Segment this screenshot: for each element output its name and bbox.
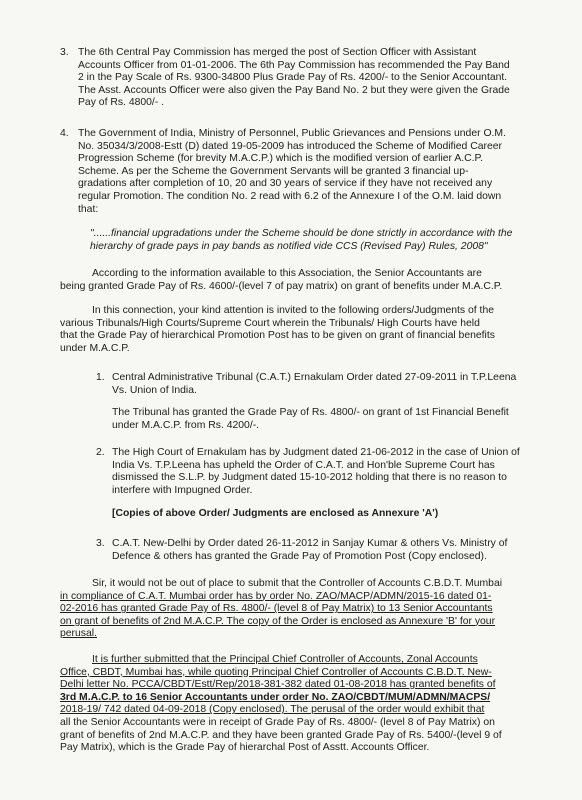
item-line: interfere with Impugned Order. <box>112 484 253 496</box>
para-3-line: The Asst. Accounts Officer were also given the Pay Band No. 2 but they were given the Grade <box>78 84 510 96</box>
further-line: 3rd M.A.C.P. to 16 Senior Accountants under order No. ZAO/CBDT/MUM/ADMN/MACPS/ <box>60 691 491 703</box>
item-2 <box>112 447 550 521</box>
further-line: grant of benefits of 2nd M.A.C.P. and they have been granted Grade Pay of Rs. 5400/-(level 9 of <box>60 729 502 741</box>
further-line: Office, CBDT, Mumbai has, while quoting Principal Chief Controller of Accounts C.B.D.T. New- <box>60 666 492 678</box>
connection-line: In this connection, your kind attention is invited to the following orders/Judgments of the <box>92 305 495 316</box>
item-line: The Tribunal has granted the Grade Pay of Rs. 4800/- on grant of 1st Financial Benefit <box>112 407 509 419</box>
quote-line: "......financial upgradations under the Scheme should be done strictly in accordance with the <box>90 228 513 239</box>
according-line: According to the information available to this Association, the Senior Accountants are <box>92 268 482 279</box>
quoted-condition <box>90 228 542 253</box>
para-3-line: Pay of Rs. 4800/- . <box>78 97 165 109</box>
para-4-line: The Government of India, Ministry of Personnel, Public Grievances and Pensions under O.M. <box>78 128 506 139</box>
sir-line: 02-2016 has granted Grade Pay of Rs. 4800/- (level 8 of Pay Matrix) to 13 Senior Accountants <box>60 603 493 615</box>
para-3-line: Accounts Officer from 01-01-2006. The 6th Pay Commission has recommended the Pay Band <box>78 59 510 71</box>
para-4-line: Progression Scheme (for brevity M.A.C.P.) which is the modified version of earlier A.C.P. <box>78 153 484 165</box>
para-4-line: gradations after completion of 10, 20 and 30 years of service if they have not received any <box>78 178 493 190</box>
item-line: C.A.T. New-Delhi by Order dated 26-11-2012 in Sanjay Kumar & others Vs. Ministry of <box>112 538 508 549</box>
further-line: Delhi letter No. PCCA/CBDT/Estt/Rep/2018-381-382 dated 01-08-2018 has granted benefits of <box>60 679 496 691</box>
further-line: Pay Matrix), which is the Grade Pay of hierarchal Post of Asstt. Accounts Officer. <box>60 742 430 754</box>
para-3 <box>78 47 552 110</box>
further-line: It is further submitted that the Principal Chief Controller of Accounts, Zonal Accounts <box>92 654 478 665</box>
item-line: The High Court of Ernakulam has by Judgment dated 21-06-2012 in the case of Union of <box>112 447 520 458</box>
item-3 <box>112 538 550 563</box>
according-paragraph <box>60 268 552 293</box>
item-1-number: 1. <box>96 372 105 383</box>
item-3-number: 3. <box>96 538 105 549</box>
item-line: Defence & others has granted the Grade Pay of Promotion Post (Copy enclosed). <box>112 550 487 562</box>
sir-line: Sir, it would not be out of place to submit that the Controller of Accounts C.B.D.T. Mumbai <box>92 578 503 589</box>
sir-line: in compliance of C.A.T. Mumbai order has by order No. ZAO/MACP/ADMN/2015-16 dated 01- <box>60 590 492 602</box>
item-2-number: 2. <box>96 447 105 458</box>
according-line: being granted Grade Pay of Rs. 4600/-(level 7 of pay matrix) on grant of benefits under M.A.C.P. <box>60 280 503 292</box>
para-3-number: 3. <box>60 47 69 58</box>
annexure-a-note: [Copies of above Order/ Judgments are enclosed as Annexure 'A') <box>112 508 439 520</box>
para-4-line: Scheme. As per the Scheme the Government Servants will be granted 3 financial up- <box>78 165 469 177</box>
further-line: all the Senior Accountants were in receipt of Grade Pay of Rs. 4800/- (level 8 of Pay Matrix) on <box>60 716 495 728</box>
para-4-line: regular Promotion. The condition No. 2 read with 6.2 of the Annexure I of the O.M. laid down <box>78 190 502 202</box>
connection-paragraph <box>60 305 552 355</box>
connection-line: various Tribunals/High Courts/Supreme Court wherein the Tribunals/ High Courts have held <box>60 317 480 329</box>
further-paragraph <box>60 654 552 755</box>
item-line: under M.A.C.P. from Rs. 4200/-. <box>112 419 260 431</box>
para-4-number: 4. <box>60 128 69 139</box>
sir-line: on grant of benefits of 2nd M.A.C.P. The copy of the Order is enclosed as Annexure 'B' for your <box>60 615 496 627</box>
item-line: Central Administrative Tribunal (C.A.T.) Ernakulam Order dated 27-09-2011 in T.P.Leena <box>112 372 517 383</box>
connection-line: that the Grade Pay of hierarchical Promotion Post has to be given on grant of financial benefits <box>60 330 495 342</box>
item-line: India Vs. T.P.Leena has upheld the Order of C.A.T. and Hon'ble Supreme Court has <box>112 459 495 471</box>
sir-line: perusal. <box>60 628 97 640</box>
connection-line: under M.A.C.P. <box>60 342 130 354</box>
quote-line: hierarchy of grade pays in pay bands as notified vide CCS (Revised Pay) Rules, 2008" <box>90 240 488 252</box>
item-line: dismissed the S.L.P. by Judgment dated 15-10-2012 holding that there is no reason to <box>112 472 507 484</box>
para-3-line: 2 in the Pay Scale of Rs. 9300-34800 Plus Grade Pay of Rs. 4200/- to the Senior Accountant. <box>78 72 508 84</box>
para-4-line: that: <box>78 203 99 215</box>
item-1 <box>112 372 550 432</box>
para-4-line: No. 35034/3/2008-Estt (D) dated 19-05-2009 has introduced the Scheme of Modified Career <box>78 140 502 152</box>
item-line: Vs. Union of India. <box>112 384 197 396</box>
sir-paragraph <box>60 578 552 641</box>
para-4 <box>78 128 552 216</box>
para-3-line: The 6th Central Pay Commission has merged the post of Section Officer with Assistant <box>78 47 477 58</box>
further-line: 2018-19/ 742 dated 04-09-2018 (Copy enclosed). The perusal of the order would exhibit that <box>60 704 485 716</box>
